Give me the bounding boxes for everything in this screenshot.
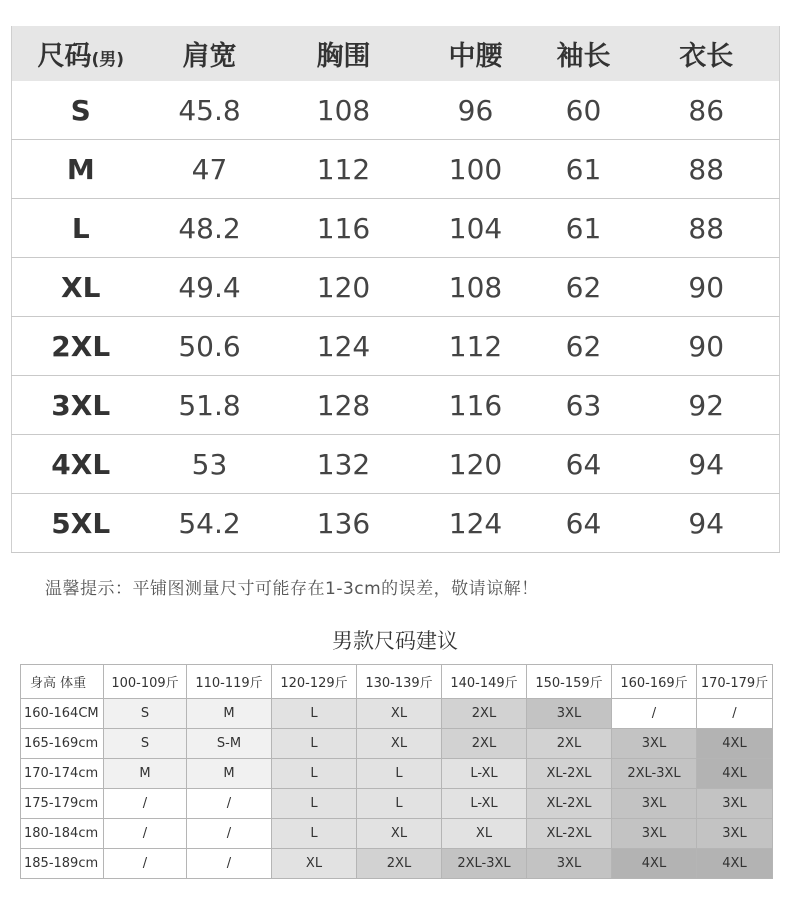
recommended-size-cell: 2XL xyxy=(442,729,527,759)
header-size: 尺码(男) xyxy=(12,26,150,81)
weight-header: 160-169斤 xyxy=(612,665,697,699)
recommended-size-cell: / xyxy=(187,849,272,879)
recommended-size-cell: / xyxy=(104,789,187,819)
recommended-size-cell: XL-2XL xyxy=(527,789,612,819)
shoulder-cell: 53 xyxy=(150,435,270,494)
recommendation-title: 男款尺码建议 xyxy=(332,629,458,653)
recommendation-row xyxy=(21,819,773,849)
recommendation-table xyxy=(20,664,773,879)
length-cell: 94 xyxy=(634,435,780,494)
height-label: 175-179cm xyxy=(21,789,104,819)
recommended-size-cell: 3XL xyxy=(697,819,773,849)
chest-cell: 132 xyxy=(270,435,418,494)
recommendation-row xyxy=(21,849,773,879)
recommended-size-cell: XL-2XL xyxy=(527,759,612,789)
sleeve-cell: 62 xyxy=(534,317,634,376)
recommended-size-cell: / xyxy=(697,699,773,729)
recommendation-row xyxy=(21,759,773,789)
recommendation-row xyxy=(21,699,773,729)
sleeve-cell: 63 xyxy=(534,376,634,435)
sleeve-cell: 61 xyxy=(534,199,634,258)
weight-header: 110-119斤 xyxy=(187,665,272,699)
sleeve-cell: 61 xyxy=(534,140,634,199)
recommended-size-cell: S xyxy=(104,699,187,729)
recommended-size-cell: XL xyxy=(442,819,527,849)
recommendation-row xyxy=(21,729,773,759)
corner-header: 身高 体重 xyxy=(21,665,104,699)
recommended-size-cell: L xyxy=(272,729,357,759)
sleeve-cell: 62 xyxy=(534,258,634,317)
table-row xyxy=(12,494,780,553)
recommended-size-cell: XL xyxy=(357,729,442,759)
chest-cell: 128 xyxy=(270,376,418,435)
recommended-size-cell: / xyxy=(104,819,187,849)
recommended-size-cell: 4XL xyxy=(697,849,773,879)
shoulder-cell: 45.8 xyxy=(150,81,270,140)
size-cell: 4XL xyxy=(12,435,150,494)
size-cell: 5XL xyxy=(12,494,150,553)
recommended-size-cell: S xyxy=(104,729,187,759)
recommended-size-cell: 3XL xyxy=(612,819,697,849)
height-label: 160-164CM xyxy=(21,699,104,729)
recommendation-row xyxy=(21,789,773,819)
height-label: 165-169cm xyxy=(21,729,104,759)
weight-header: 120-129斤 xyxy=(272,665,357,699)
recommended-size-cell: 3XL xyxy=(697,789,773,819)
waist-cell: 96 xyxy=(418,81,534,140)
waist-cell: 124 xyxy=(418,494,534,553)
table-row xyxy=(12,258,780,317)
shoulder-cell: 47 xyxy=(150,140,270,199)
recommended-size-cell: 4XL xyxy=(697,759,773,789)
weight-header: 100-109斤 xyxy=(104,665,187,699)
chest-cell: 112 xyxy=(270,140,418,199)
weight-header: 130-139斤 xyxy=(357,665,442,699)
sleeve-cell: 64 xyxy=(534,494,634,553)
waist-cell: 120 xyxy=(418,435,534,494)
size-cell: XL xyxy=(12,258,150,317)
recommended-size-cell: M xyxy=(187,759,272,789)
recommended-size-cell: 3XL xyxy=(527,849,612,879)
size-cell: S xyxy=(12,81,150,140)
chest-cell: 124 xyxy=(270,317,418,376)
chest-cell: 108 xyxy=(270,81,418,140)
header-waist: 中腰 xyxy=(418,26,534,81)
recommended-size-cell: 2XL-3XL xyxy=(442,849,527,879)
waist-cell: 116 xyxy=(418,376,534,435)
length-cell: 92 xyxy=(634,376,780,435)
measurement-notice: 温馨提示：平铺图测量尺寸可能存在1-3cm的误差，敬请谅解！ xyxy=(45,579,539,599)
table-row xyxy=(12,81,780,140)
recommended-size-cell: M xyxy=(187,699,272,729)
size-chart-header-row xyxy=(12,26,780,81)
height-label: 185-189cm xyxy=(21,849,104,879)
table-row xyxy=(12,376,780,435)
size-cell: 2XL xyxy=(12,317,150,376)
recommended-size-cell: XL xyxy=(357,819,442,849)
recommended-size-cell: / xyxy=(187,789,272,819)
sleeve-cell: 60 xyxy=(534,81,634,140)
shoulder-cell: 49.4 xyxy=(150,258,270,317)
header-sleeve: 袖长 xyxy=(534,26,634,81)
length-cell: 88 xyxy=(634,199,780,258)
sleeve-cell: 64 xyxy=(534,435,634,494)
header-chest: 胸围 xyxy=(270,26,418,81)
weight-header: 150-159斤 xyxy=(527,665,612,699)
shoulder-cell: 51.8 xyxy=(150,376,270,435)
size-cell: 3XL xyxy=(12,376,150,435)
recommended-size-cell: 4XL xyxy=(697,729,773,759)
size-chart-table xyxy=(11,26,780,553)
recommended-size-cell: L-XL xyxy=(442,789,527,819)
waist-cell: 104 xyxy=(418,199,534,258)
header-shoulder: 肩宽 xyxy=(150,26,270,81)
shoulder-cell: 50.6 xyxy=(150,317,270,376)
recommended-size-cell: M xyxy=(104,759,187,789)
chest-cell: 136 xyxy=(270,494,418,553)
weight-header: 170-179斤 xyxy=(697,665,773,699)
chest-cell: 120 xyxy=(270,258,418,317)
length-cell: 88 xyxy=(634,140,780,199)
size-cell: M xyxy=(12,140,150,199)
length-cell: 90 xyxy=(634,258,780,317)
recommendation-header-row xyxy=(21,665,773,699)
weight-header: 140-149斤 xyxy=(442,665,527,699)
recommended-size-cell: 3XL xyxy=(527,699,612,729)
recommended-size-cell: 2XL xyxy=(357,849,442,879)
waist-cell: 108 xyxy=(418,258,534,317)
height-label: 180-184cm xyxy=(21,819,104,849)
length-cell: 90 xyxy=(634,317,780,376)
recommended-size-cell: XL xyxy=(272,849,357,879)
table-row xyxy=(12,317,780,376)
waist-cell: 100 xyxy=(418,140,534,199)
recommended-size-cell: S-M xyxy=(187,729,272,759)
recommended-size-cell: 3XL xyxy=(612,729,697,759)
recommended-size-cell: L xyxy=(272,789,357,819)
table-row xyxy=(12,199,780,258)
recommended-size-cell: 2XL xyxy=(442,699,527,729)
recommended-size-cell: L xyxy=(357,759,442,789)
header-size-sub: (男) xyxy=(91,50,125,70)
waist-cell: 112 xyxy=(418,317,534,376)
recommended-size-cell: / xyxy=(104,849,187,879)
recommended-size-cell: / xyxy=(187,819,272,849)
length-cell: 94 xyxy=(634,494,780,553)
recommended-size-cell: 2XL-3XL xyxy=(612,759,697,789)
chest-cell: 116 xyxy=(270,199,418,258)
shoulder-cell: 48.2 xyxy=(150,199,270,258)
recommended-size-cell: XL xyxy=(357,699,442,729)
header-length: 衣长 xyxy=(634,26,780,81)
recommended-size-cell: L xyxy=(272,699,357,729)
recommended-size-cell: 2XL xyxy=(527,729,612,759)
table-row xyxy=(12,435,780,494)
recommended-size-cell: XL-2XL xyxy=(527,819,612,849)
size-cell: L xyxy=(12,199,150,258)
recommended-size-cell: L xyxy=(272,819,357,849)
recommended-size-cell: L xyxy=(357,789,442,819)
recommended-size-cell: L-XL xyxy=(442,759,527,789)
recommended-size-cell: 4XL xyxy=(612,849,697,879)
height-label: 170-174cm xyxy=(21,759,104,789)
length-cell: 86 xyxy=(634,81,780,140)
recommended-size-cell: L xyxy=(272,759,357,789)
recommended-size-cell: / xyxy=(612,699,697,729)
shoulder-cell: 54.2 xyxy=(150,494,270,553)
recommended-size-cell: 3XL xyxy=(612,789,697,819)
table-row xyxy=(12,140,780,199)
